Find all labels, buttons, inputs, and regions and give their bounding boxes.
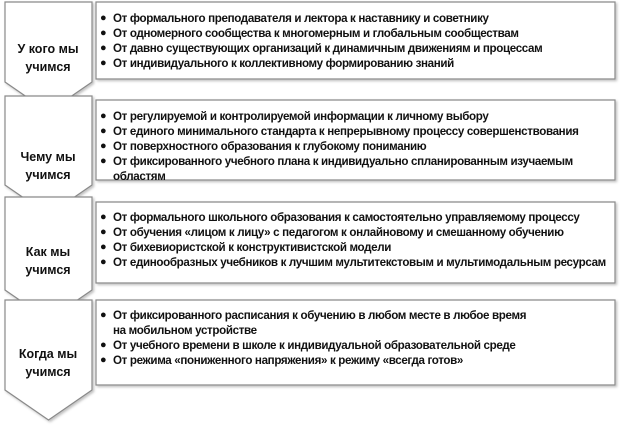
stage-label-line: Как мы [25, 245, 71, 259]
bullet-icon: ● [100, 110, 107, 122]
bullet-icon: ● [100, 42, 107, 54]
bullet-icon: ● [100, 309, 107, 321]
list-item: ● От индивидуального к коллективному формированию знаний [100, 57, 454, 70]
stage-label-line: Чему мы [20, 150, 76, 164]
stage-items-what [100, 109, 615, 184]
bullet-icon: ● [100, 155, 107, 167]
list-item: ● От учебного времени в школе к индивидуальной образовательной среде [100, 339, 516, 352]
list-item: ● От давно существующих организаций к динамичным движениям и процессам [100, 42, 543, 55]
stage-label-how [8, 243, 88, 279]
stage-label-line: учимся [25, 168, 71, 182]
bullet-icon: ● [100, 256, 107, 268]
stage-label-what [8, 148, 88, 184]
list-item: ● От поверхностного образования к глубокому пониманию [100, 140, 427, 153]
bullet-icon: ● [100, 140, 107, 152]
bullet-icon: ● [100, 211, 107, 223]
stage-label-who [8, 40, 88, 76]
list-item: ● От режима «пониженного напряжения» к режиму «всегда готов» [100, 354, 463, 367]
stage-label-line: учимся [25, 60, 71, 74]
stage-items-when [100, 308, 615, 368]
list-item: ● От бихевиористской к конструктивистской модели [100, 241, 392, 254]
list-item: ● От регулируемой и контролируемой информации к личному выбору [100, 110, 489, 123]
stage-label-when [8, 345, 88, 381]
list-item: ● От фиксированного расписания к обучению в любом месте в любое время на мобильном устройстве [100, 309, 527, 337]
bullet-icon: ● [100, 339, 107, 351]
list-item: ● От единого минимального стандарта к непрерывному процессу совершенствования [100, 125, 579, 138]
bullet-icon: ● [100, 354, 107, 366]
stage-label-line: учимся [25, 365, 71, 379]
stage-label-line: У кого мы [17, 42, 79, 56]
stage-label-line: учимся [25, 263, 71, 277]
stage-items-who [100, 11, 615, 71]
list-item: ● От формального преподавателя и лектора к наставнику и советнику [100, 12, 489, 25]
list-item: ● От единообразных учебников к лучшим мультитекстовым и мультимодальным ресурсам [100, 256, 606, 269]
list-item: ● От одномерного сообщества к многомерным и глобальным сообществам [100, 27, 519, 40]
stage-items-how [100, 210, 615, 270]
list-item: ● От фиксированного учебного плана к индивидуально спланированным изучаемым областям [100, 155, 573, 183]
bullet-icon: ● [100, 57, 107, 69]
bullet-icon: ● [100, 12, 107, 24]
bullet-icon: ● [100, 125, 107, 137]
bullet-icon: ● [100, 241, 107, 253]
stage-label-line: Когда мы [18, 347, 78, 361]
list-item: ● От обучения «лицом к лицу» с педагогом к онлайновому и смешанному обучению [100, 226, 564, 239]
list-item: ● От формального школьного образования к самостоятельно управляемому процессу [100, 211, 580, 224]
bullet-icon: ● [100, 27, 107, 39]
bullet-icon: ● [100, 226, 107, 238]
